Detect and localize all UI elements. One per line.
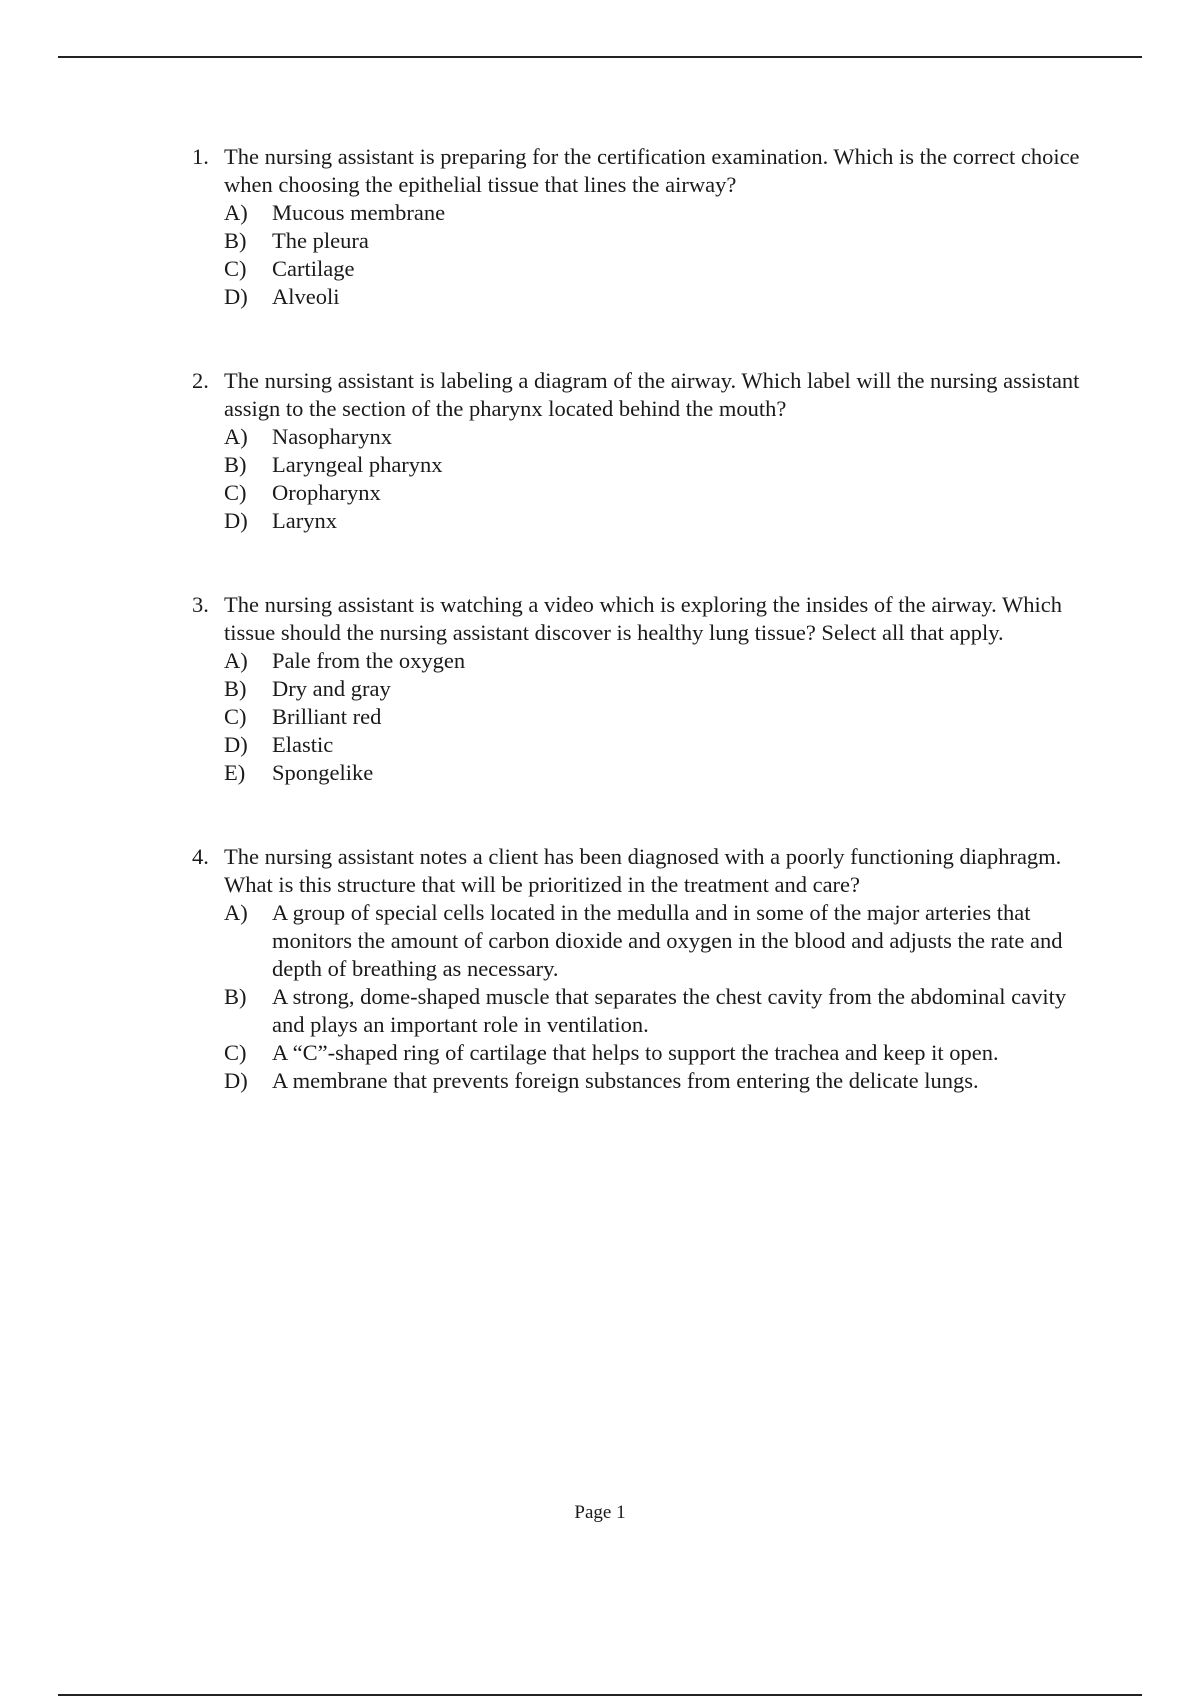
answer-option	[224, 1039, 1092, 1067]
option-text: Spongelike	[272, 760, 374, 785]
question-text: The nursing assistant is labeling a diagram of the airway. Which label will the nursing assistant assign to the section of the pharynx located behind the mouth?	[224, 368, 1080, 421]
option-text: Larynx	[272, 508, 337, 533]
question-text: The nursing assistant notes a client has been diagnosed with a poorly functioning diaphragm. What is this structure that will be prioritized in the treatment and care?	[224, 844, 1062, 897]
option-text: The pleura	[272, 228, 369, 253]
option-letter: B)	[224, 452, 247, 477]
answer-option	[224, 647, 1092, 675]
option-letter: D)	[224, 1068, 248, 1093]
option-text: Dry and gray	[272, 676, 391, 701]
answer-option	[224, 983, 1092, 1039]
option-letter: B)	[224, 676, 247, 701]
question-2	[192, 367, 1092, 535]
answer-option	[224, 479, 1092, 507]
answer-option	[224, 423, 1092, 451]
question-number: 4.	[192, 844, 209, 869]
option-text: Alveoli	[272, 284, 340, 309]
answer-options	[224, 899, 1092, 1095]
answer-option	[224, 199, 1092, 227]
option-text: Elastic	[272, 732, 334, 757]
answer-option	[224, 255, 1092, 283]
answer-option	[224, 759, 1092, 787]
question-3	[192, 591, 1092, 787]
option-text: Laryngeal pharynx	[272, 452, 443, 477]
answer-options	[224, 199, 1092, 311]
option-letter: D)	[224, 284, 248, 309]
answer-option	[224, 899, 1092, 983]
option-letter: A)	[224, 200, 248, 225]
question-number: 3.	[192, 592, 209, 617]
option-letter: A)	[224, 900, 248, 925]
question-1	[192, 143, 1092, 311]
answer-option	[224, 703, 1092, 731]
option-text: Nasopharynx	[272, 424, 392, 449]
question-list	[192, 143, 1092, 1151]
question-4	[192, 843, 1092, 1095]
option-text: Brilliant red	[272, 704, 382, 729]
option-text: Mucous membrane	[272, 200, 446, 225]
question-text: The nursing assistant is watching a video which is exploring the insides of the airway. Which tissue should the nursing assistant discover is healthy lung tissue? Select all that apply.	[224, 592, 1062, 645]
question-number: 2.	[192, 368, 209, 393]
answer-options	[224, 647, 1092, 787]
option-letter: D)	[224, 508, 248, 533]
option-letter: B)	[224, 984, 247, 1009]
option-letter: C)	[224, 704, 247, 729]
option-text: A membrane that prevents foreign substances from entering the delicate lungs.	[272, 1068, 979, 1093]
option-text: Cartilage	[272, 256, 355, 281]
answer-option	[224, 675, 1092, 703]
option-letter: E)	[224, 760, 246, 785]
top-rule	[58, 56, 1142, 58]
question-number: 1.	[192, 144, 209, 169]
answer-option	[224, 283, 1092, 311]
question-text: The nursing assistant is preparing for the certification examination. Which is the correct choice when choosing the epithelial tissue that lines the airway?	[224, 144, 1080, 197]
answer-option	[224, 1067, 1092, 1095]
option-letter: A)	[224, 648, 248, 673]
answer-option	[224, 507, 1092, 535]
option-letter: C)	[224, 480, 247, 505]
option-letter: C)	[224, 1040, 247, 1065]
option-text: A strong, dome-shaped muscle that separates the chest cavity from the abdominal cavity and plays an important role in ventilation.	[272, 984, 1067, 1037]
bottom-rule	[58, 1694, 1142, 1696]
option-text: Pale from the oxygen	[272, 648, 466, 673]
page-number: Page 1	[574, 1502, 626, 1523]
option-letter: D)	[224, 732, 248, 757]
option-letter: A)	[224, 424, 248, 449]
option-letter: B)	[224, 228, 247, 253]
option-text: Oropharynx	[272, 480, 381, 505]
option-letter: C)	[224, 256, 247, 281]
option-text: A group of special cells located in the medulla and in some of the major arteries that monitors the amount of carbon dioxide and oxygen in the blood and adjusts the rate and depth of breathing as necessary.	[272, 900, 1063, 981]
answer-option	[224, 731, 1092, 759]
option-text: A “C”-shaped ring of cartilage that helps to support the trachea and keep it open.	[272, 1040, 999, 1065]
answer-option	[224, 451, 1092, 479]
page-footer	[0, 1502, 1200, 1524]
answer-options	[224, 423, 1092, 535]
answer-option	[224, 227, 1092, 255]
